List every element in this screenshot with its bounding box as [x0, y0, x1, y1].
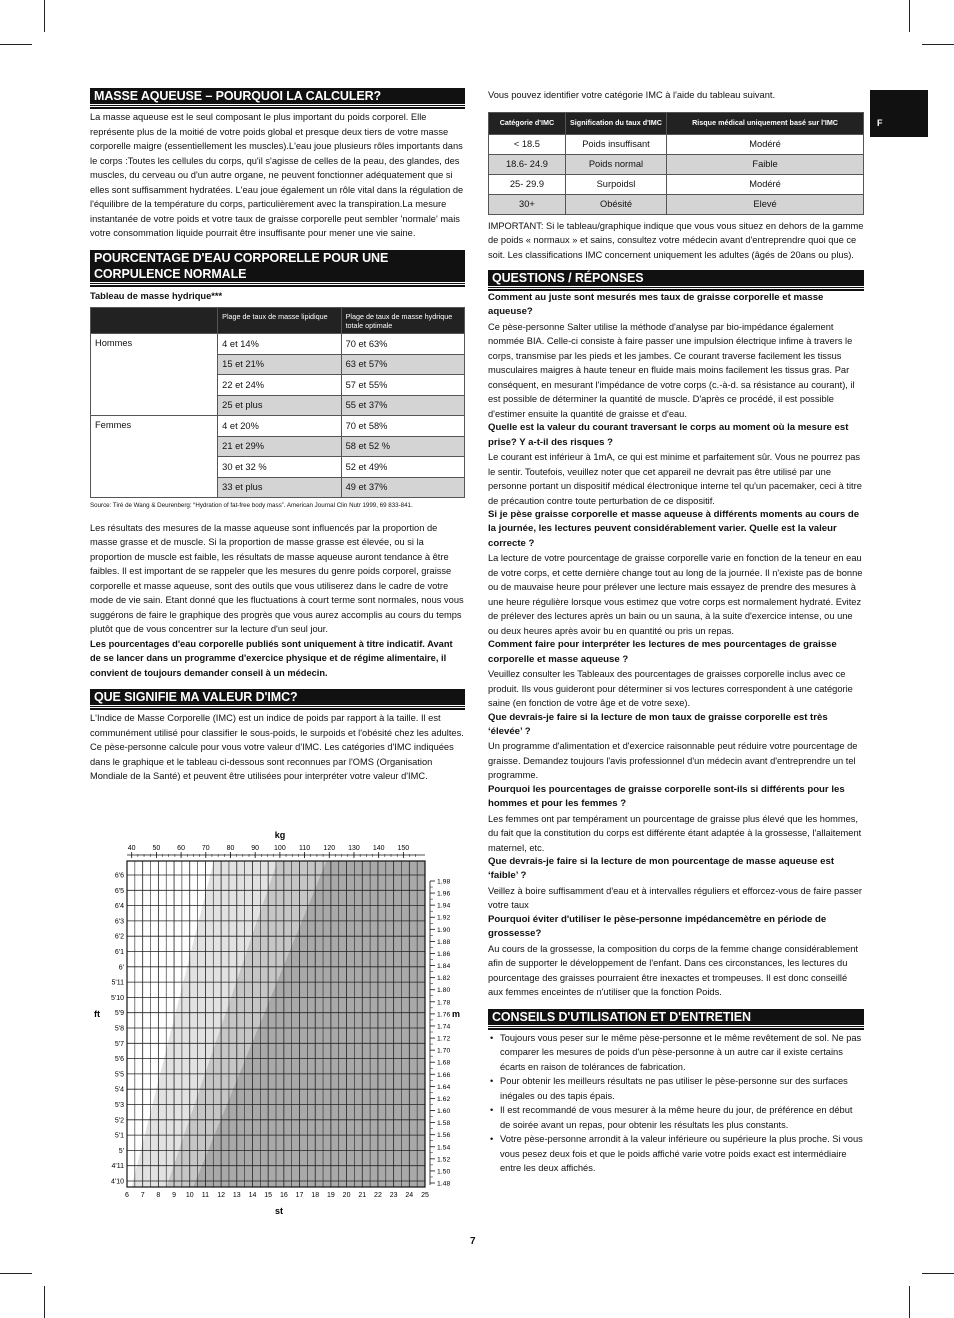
ft-tick-label: 4'10: [110, 1178, 124, 1186]
table-header-water-range: Plage de taux de masse hydrique totale optimale: [341, 308, 464, 334]
table-group-label: Femmes: [91, 416, 218, 498]
m-tick-label: 1.76: [437, 1011, 451, 1019]
ft-tick-label: 5'3: [114, 1102, 124, 1109]
bmi-intro: L'Indice de Masse Corporelle (IMC) est un indice de poids par rapport à la taille. Il est communément utilisé pour classifier le sous-poids, le surpoids et l'obésité chez les adultes. Ce pèse-personne calcule pour vous votre valeur d'IMC. Les catégories d'IMC indiquées dans le graphique et le tableau ci-dessous sont reconnues par l'OMS (Organisation Mondiale de la Santé) et peuvent être utilisées pour interpréter votre valeur d'IMC.: [90, 713, 464, 782]
m-tick-label: 1.96: [437, 890, 451, 898]
bmi-meaning-cell: Surpoidsl: [565, 174, 666, 194]
section-title-water-percentage: POURCENTAGE D'EAU CORPORELLE POUR UNE CORPULENCE NORMALE: [90, 250, 465, 285]
kg-axis-label: kg: [274, 830, 286, 840]
bmi-risk-cell: Faible: [667, 154, 864, 174]
fat-range-cell: 4 et 20%: [218, 416, 341, 437]
faq-answer: Le courant est inférieur à 1mA, ce qui est minime et parfaitement sûr. Vous ne pourrez pas le sentir. Toutefois, veuillez noter que cet appareil ne devrait pas être utilisé par une personne portant un dispositif médical électronique interne tel qu'un pacemaker, ceci à titre de précaution contre toute perturbation de ce dispositif.: [488, 452, 862, 506]
m-tick-label: 1.62: [437, 1095, 451, 1103]
water-mass-warning: Les pourcentages d'eau corporelle publiés sont uniquement à titre indicatif. Avant de se lancer dans un programme d'exercice physique et de régime alimentaire, il convient de toujours demander conseil à un médecin.: [90, 638, 453, 678]
crop-mark: [44, 0, 45, 32]
m-tick-label: 1.94: [437, 902, 451, 910]
table-row: [489, 134, 864, 154]
ft-tick-label: 5'4: [114, 1086, 124, 1094]
ft-tick-label: 5'5: [114, 1071, 124, 1079]
table-group-label: Hommes: [91, 334, 218, 416]
m-tick-label: 1.88: [437, 938, 451, 946]
faq-question: Quelle est la valeur du courant traversant le corps au moment où la mesure est prise? Y a-t-il des risques ?: [488, 422, 849, 448]
section-title-water-mass: MASSE AQUEUSE – POURQUOI LA CALCULER?: [90, 88, 465, 107]
ft-tick-label: 5'9: [114, 1010, 124, 1018]
hydration-table-title: Tableau de masse hydrique***: [90, 290, 223, 301]
language-tab: F: [870, 90, 928, 137]
m-tick-label: 1.82: [437, 975, 451, 983]
m-tick-label: 1.74: [437, 1023, 451, 1031]
m-tick-label: 1.78: [437, 999, 451, 1007]
m-tick-label: 1.70: [437, 1047, 451, 1055]
page-number: 7: [470, 1236, 476, 1247]
st-tick-label: 7: [140, 1192, 145, 1199]
water-range-cell: 70 et 63%: [341, 334, 464, 355]
bmi-header-category: Catégorie d'IMC: [489, 112, 566, 134]
bmi-table-intro: Vous pouvez identifier votre catégorie IMC à l'aide du tableau suivant.: [488, 90, 776, 100]
section-title-bmi: QUE SIGNIFIE MA VALEUR D'IMC?: [90, 689, 465, 708]
st-tick-label: 20: [342, 1192, 351, 1199]
fat-range-cell: 22 et 24%: [218, 375, 341, 396]
bmi-meaning-cell: Obésité: [565, 194, 666, 214]
bmi-category-cell: 25- 29.9: [489, 174, 566, 194]
bmi-category-cell: 30+: [489, 194, 566, 214]
bmi-header-meaning: Signification du taux d'IMC: [565, 112, 666, 134]
crop-mark: [922, 1273, 954, 1274]
st-tick-label: 15: [264, 1192, 273, 1199]
water-range-cell: 55 et 37%: [341, 395, 464, 416]
faq-question: Pourquoi éviter d'utiliser le pèse-personne impédancemètre en période de grossesse?: [488, 913, 827, 940]
water-range-cell: 63 et 57%: [341, 354, 464, 375]
kg-tick-label: 80: [226, 845, 235, 852]
ft-tick-label: 6'2: [114, 933, 124, 941]
crop-mark: [909, 1286, 910, 1318]
bmi-chart: [90, 826, 465, 1218]
care-item: • Il est recommandé de vous mesurer à la même heure du jour, de préférence en début de soirée avant un repas, pour obtenir les résultats les plus constants.: [488, 1103, 864, 1132]
ft-tick-label: 5'11: [111, 979, 124, 987]
m-tick-label: 1.92: [437, 914, 451, 922]
crop-mark: [0, 44, 32, 45]
st-tick-label: 24: [405, 1192, 414, 1199]
care-item: • Votre pèse-personne arrondit à la valeur inférieure ou supérieure la plus proche. Si vous vous pesez deux fois et que le poids affiché varie votre poids exact est intermédiaire entre les deux affichés.: [488, 1132, 864, 1176]
st-tick-label: 8: [156, 1192, 161, 1199]
kg-tick-label: 120: [323, 845, 336, 852]
faq-question: Si je pèse graisse corporelle et masse aqueuse à différents moments au cours de la journée, les lectures peuvent considérablement varier. Quelle est la valeur correcte ?: [488, 509, 860, 549]
water-mass-intro: La masse aqueuse est le seul composant le plus important du poids corporel. Elle représente plus de la moitié de votre poids global et presque deux tiers de votre masse corporelle maigre (essentiellement les muscles).L'eau joue plusieurs rôles importants dans le corps :Toutes les cellules du corps, qu'il s'agisse de celles de la peau, des glandes, des muscles, du cerveau ou d'un autre organe, ne peuvent fonctionner adéquatement que si elles sont suffisamment hydratées. L'eau joue également un rôle vital dans la régulation de l'équilibre de la température du corps, particulièrement avec la transpiration.La mesure instantanée de votre poids et votre taux de graisse corporelle peut sembler 'normale' mais votre consommation liquide pourrait être insuffisante pour mener une vie saine.: [90, 112, 464, 238]
st-tick-label: 11: [201, 1192, 210, 1199]
st-tick-label: 14: [248, 1192, 257, 1199]
faq-answer: Au cours de la grossesse, la composition du corps de la femme change considérablement afin de supporter le développement de l'enfant. Dans ces circonstances, les lectures du pourcentage des graisses pourraient être inexactes et trompeuses. Il est donc conseillé aux femmes enceintes de n'utiliser que la fonction Poids.: [488, 943, 859, 998]
fat-range-cell: 25 et plus: [218, 395, 341, 416]
st-tick-label: 25: [421, 1192, 429, 1199]
st-tick-label: 22: [374, 1192, 382, 1199]
m-tick-label: 1.56: [437, 1132, 451, 1140]
faq-question: Que devrais-je faire si la lecture de mon pourcentage de masse aqueuse est ‘faible’ ?: [488, 856, 835, 882]
crop-mark: [44, 1286, 45, 1318]
bmi-meaning-cell: Poids normal: [565, 154, 666, 174]
faq-answer: Un programme d'alimentation et d'exercice raisonnable peut réduire votre pourcentage de graisse. Demandez toujours l'avis professionnel d'un médecin avant d'entreprendre un tel programme.: [488, 741, 858, 781]
kg-tick-label: 150: [397, 845, 410, 852]
m-tick-label: 1.60: [437, 1108, 451, 1116]
table-row: [489, 154, 864, 174]
faq-question: Comment au juste sont mesurés mes taux de graisse corporelle et masse aqueuse?: [488, 292, 824, 318]
m-tick-label: 1.98: [437, 878, 451, 886]
kg-tick-label: 90: [251, 845, 260, 852]
st-tick-label: 16: [279, 1192, 288, 1199]
hydration-table: [90, 307, 465, 498]
table-row: [489, 174, 864, 194]
ft-tick-label: 5'6: [114, 1056, 124, 1064]
kg-tick-label: 40: [127, 845, 136, 852]
water-range-cell: 49 et 37%: [341, 477, 464, 498]
table-row: [91, 334, 465, 355]
faq-answer: La lecture de votre pourcentage de graisse corporelle varie en fonction de la teneur en eau de votre corps, et cette dernière change tout au long de la journée. Il n'existe pas de bonne ou de mauvaise heure pour prélever une lecture mais essayez de prendre des mesures à une heure régulière lorsque vous estimez que votre corps est normalement hydraté. Evitez de prélever des lectures après un bain ou un sauna, à la suite d'exercice intense, ou une ou deux heures après avoir bu en quantité ou pris un repas.: [488, 553, 863, 636]
st-tick-label: 19: [326, 1192, 335, 1199]
bmi-risk-cell: Modéré: [667, 174, 864, 194]
table-row: [489, 194, 864, 214]
m-tick-label: 1.54: [437, 1144, 451, 1152]
ft-axis-label: ft: [94, 1009, 100, 1019]
crop-mark: [909, 0, 910, 32]
bmi-category-table: [488, 112, 864, 215]
ft-tick-label: 6'3: [114, 918, 124, 926]
m-tick-label: 1.50: [437, 1168, 451, 1176]
faq-answer: Les femmes ont par tempérament un pourcentage de graisse plus élevé que les hommes, du fait que la constitution du corps est différente étant adaptée à la grossesse, l'allaitement maternel, etc.: [488, 813, 862, 853]
m-tick-label: 1.64: [437, 1083, 451, 1091]
faq-answer: Veuillez consulter les Tableaux des pourcentages de graisses corporelle inclus avec ce produit. Ils vous guideront pour déterminer si vos lectures correspondent à une catégorie saine (en fonction de votre âge et de votre sexe).: [488, 669, 853, 709]
m-tick-label: 1.72: [437, 1035, 451, 1043]
ft-tick-label: 5'10: [110, 994, 124, 1002]
m-tick-label: 1.80: [437, 987, 451, 995]
st-tick-label: 10: [185, 1192, 194, 1199]
water-range-cell: 52 et 49%: [341, 457, 464, 478]
care-list: [488, 1031, 864, 1176]
st-tick-label: 12: [217, 1192, 226, 1199]
faq-answer: Ce pèse-personne Salter utilise la méthode d'analyse par bio-impédance également nommée BIA. Celle-ci consiste à faire passer une impulsion électrique infime à travers le corps, transmise par les pieds et les jambes. Ce courant traverse facilement les tissus musculaires maigres à haute teneur en fluide mais moins facilement les tissus gras. Par conséquent, en mesurant l'impédance de votre corps (c.-à-d. sa résistance au courant), il est possible de déterminer la quantité de muscle. D'après ce procédé, il est possible d'estimer ensuite la quantité de graisse et d'eau.: [488, 321, 855, 419]
st-tick-label: 17: [295, 1192, 304, 1199]
ft-tick-label: 5'2: [114, 1117, 124, 1125]
faq-list: [488, 291, 864, 1000]
faq-answer: Veillez à boire suffisamment d'eau et à intervalles réguliers et efforcez-vous de faire passer votre taux: [488, 885, 863, 911]
kg-tick-label: 130: [348, 845, 360, 852]
bmi-important-note: IMPORTANT: Si le tableau/graphique indique que vous vous situez en dehors de la gamme de poids « normaux » et sains, consultez votre médecin avant d'entreprendre quoi que ce soit. Les classifications IMC concernent uniquement les adultes (âgés de 20ans ou plus).: [488, 220, 864, 260]
fat-range-cell: 15 et 21%: [218, 354, 341, 375]
st-axis-label: st: [274, 1206, 284, 1216]
ft-tick-label: 6': [118, 964, 124, 972]
bmi-category-cell: 18.6- 24.9: [489, 154, 566, 174]
faq-question: Pourquoi les pourcentages de graisse corporelle sont-ils si différents pour les hommes et pour les femmes ?: [488, 783, 845, 810]
kg-tick-label: 50: [152, 845, 161, 852]
left-column: [90, 88, 465, 784]
bmi-header-risk: Risque médical uniquement basé sur l'IMC: [667, 112, 864, 134]
st-tick-label: 21: [358, 1192, 367, 1199]
kg-tick-label: 140: [372, 845, 385, 852]
fat-range-cell: 4 et 14%: [218, 334, 341, 355]
fat-range-cell: 21 et 29%: [218, 436, 341, 457]
table-source: Source: Tiré de Wang & Deurenberg: “Hydration of fat-free body mass”. American Journal Clin Nutr 1999, 69 833-841.: [90, 502, 413, 509]
ft-tick-label: 5'8: [114, 1025, 124, 1033]
crop-mark: [0, 1273, 32, 1274]
m-axis-label: m: [452, 1009, 461, 1019]
table-header-fat-range: Plage de taux de masse lipidique: [218, 308, 341, 334]
section-title-faq: QUESTIONS / RÉPONSES: [488, 270, 864, 289]
st-tick-label: 6: [125, 1192, 129, 1199]
st-tick-label: 9: [172, 1192, 177, 1199]
st-tick-label: 18: [311, 1192, 320, 1199]
bmi-risk-cell: Elevé: [667, 194, 864, 214]
water-range-cell: 70 et 58%: [341, 416, 464, 437]
ft-tick-label: 6'1: [114, 949, 124, 956]
table-row: [91, 416, 465, 437]
ft-tick-label: 6'5: [114, 887, 124, 895]
care-item: • Pour obtenir les meilleurs résultats ne pas utiliser le pèse-personne sur des surfaces inégales ou des tapis épais.: [488, 1074, 864, 1103]
st-tick-label: 13: [232, 1192, 241, 1199]
kg-tick-label: 100: [274, 845, 286, 852]
m-tick-label: 1.48: [437, 1180, 451, 1188]
water-range-cell: 58 et 52 %: [341, 436, 464, 457]
kg-tick-label: 110: [298, 845, 311, 852]
bmi-category-cell: < 18.5: [489, 134, 566, 154]
water-mass-body: Les résultats des mesures de la masse aqueuse sont influencés par la proportion de masse grasse et de muscle. Si la proportion de masse grasse est élevée, ou si la proportion de muscle est faible, les résultats de masse aqueuse auront tendance à être faibles. Il est important de se rappeler que les mesures du genre poids corporel, graisse corporelle et masse aqueuse, sont des outils que vous utiliserez dans le cadre de votre mode de vie sain. Etant donné que les fluctuations à court terme sont normales, nous vous suggérons de faire le graphique des progrès que vous aurez accomplis au cours du temps plutôt que de vous concentrer sur la lecture d'un seul jour.: [90, 522, 464, 635]
m-tick-label: 1.86: [437, 950, 451, 958]
m-tick-label: 1.84: [437, 963, 451, 971]
kg-tick-label: 60: [177, 845, 185, 852]
kg-tick-label: 70: [201, 845, 210, 852]
ft-tick-label: 6'6: [114, 872, 124, 880]
bmi-meaning-cell: Poids insuffisant: [565, 134, 666, 154]
water-range-cell: 57 et 55%: [341, 375, 464, 396]
section-title-care: CONSEILS D'UTILISATION ET D'ENTRETIEN: [488, 1009, 864, 1028]
fat-range-cell: 30 et 32 %: [218, 457, 341, 478]
ft-tick-label: 5'7: [114, 1040, 124, 1048]
bmi-risk-cell: Modéré: [667, 134, 864, 154]
m-tick-label: 1.66: [437, 1071, 451, 1079]
ft-tick-label: 6'4: [114, 903, 124, 911]
care-item: • Toujours vous peser sur le même pèse-personne et le même revêtement de sol. Ne pas comparer les mesures de poids d'un pèse-personne à un autre car il existe certains écarts en raison de tolérances de fabrication.: [488, 1031, 864, 1075]
table-header-empty: [91, 308, 218, 334]
m-tick-label: 1.52: [437, 1156, 451, 1164]
faq-question: Que devrais-je faire si la lecture de mon taux de graisse corporelle est très ‘élevée’ ?: [488, 711, 828, 737]
ft-tick-label: 4'11: [111, 1163, 124, 1171]
right-column: [488, 88, 864, 1176]
faq-question: Comment faire pour interpréter les lectures de mes pourcentages de graisse corporelle et masse aqueuse ?: [488, 639, 837, 665]
st-tick-label: 23: [389, 1192, 398, 1199]
fat-range-cell: 33 et plus: [218, 477, 341, 498]
ft-tick-label: 5': [118, 1147, 124, 1155]
ft-tick-label: 5'1: [114, 1132, 124, 1140]
m-tick-label: 1.68: [437, 1059, 451, 1067]
m-tick-label: 1.58: [437, 1120, 451, 1128]
crop-mark: [922, 44, 954, 45]
m-tick-label: 1.90: [437, 926, 451, 934]
